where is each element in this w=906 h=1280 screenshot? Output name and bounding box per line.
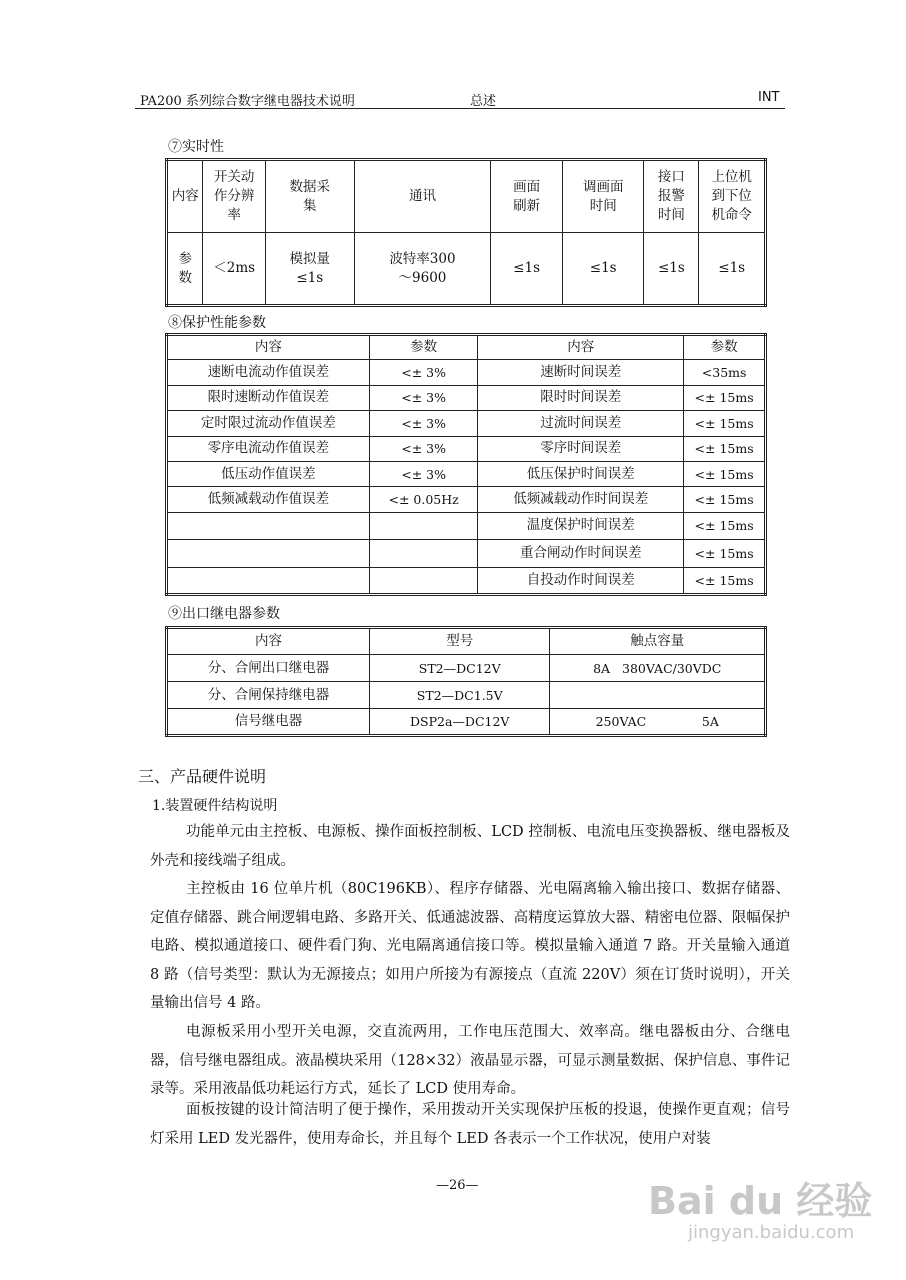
param-cell: <± 3%	[369, 411, 478, 436]
param-cell: <± 3%	[369, 436, 478, 461]
table-row	[167, 512, 766, 539]
content-cell: 低频减载动作时间误差	[478, 487, 684, 512]
realtime-title: ⑦实时性	[168, 139, 224, 155]
header-doc-title: PA200 系列综合数字继电器技术说明	[140, 94, 355, 109]
table-row	[167, 655, 766, 682]
content-cell: 低频减载动作值误差	[167, 487, 370, 512]
param-cell: <± 0.05Hz	[369, 487, 478, 512]
header-code: INT	[758, 90, 780, 105]
watermark-url: jingyan.baidu.com	[688, 1222, 855, 1243]
content-cell: 过流时间误差	[478, 411, 684, 436]
table-row	[167, 461, 766, 486]
table-row	[167, 540, 766, 567]
content-cell: 分、合闸出口继电器	[167, 655, 370, 682]
header-cell: 参数	[684, 335, 766, 360]
paragraph: 面板按键的设计简洁明了便于操作，采用拨动开关实现保护压板的投退，使操作更直观；信号灯采用 LED 发光器件，使用寿命长，并且每个 LED 各表示一个工作状况，使用户对装	[150, 1102, 790, 1147]
value-cell: ≤1s	[699, 233, 766, 306]
table-row	[167, 360, 766, 385]
value-cell: ＜2ms	[203, 233, 265, 306]
value-cell: 模拟量≤1s	[265, 233, 354, 306]
section-heading: 三、产品硬件说明	[138, 767, 267, 786]
param-cell: <± 15ms	[684, 540, 766, 567]
param-cell	[369, 540, 478, 567]
content-cell: 速断时间误差	[478, 360, 684, 385]
content-cell	[167, 540, 370, 567]
header-cell: 数据采集	[265, 160, 354, 233]
row-label: 内容	[167, 160, 203, 233]
value-cell: ≤1s	[562, 233, 644, 306]
paragraph: 主控板由 16 位单片机（80C196KB）、程序存储器、光电隔离输入输出接口、数据存储器、定值存储器、跳合闸逻辑电路、多路开关、低通滤波器、高精度运算放大器、精密电位器、限幅保护电路、模拟通道接口、硬件看门狗、光电隔离通信接口等。模拟量输入通道 7 路。开关量输入通道 8 路（信号类型：默认为无源接点；如用户所接为有源接点（直流 220V）须在订货时说明），开关量输出信号 4 路。	[150, 881, 790, 1012]
header-cell: 内容	[478, 335, 684, 360]
param-cell: <± 15ms	[684, 385, 766, 410]
header-section: 总述	[470, 94, 497, 109]
value-cell: ≤1s	[491, 233, 563, 306]
content-cell: 低压保护时间误差	[478, 461, 684, 486]
header-cell: 触点容量	[550, 628, 766, 655]
relay-table	[165, 626, 767, 737]
header-cell: 通讯	[354, 160, 491, 233]
content-cell: 限时速断动作值误差	[167, 385, 370, 410]
param-cell: <± 3%	[369, 461, 478, 486]
page-number: —26—	[436, 1178, 479, 1193]
header-rule	[135, 108, 785, 109]
param-cell	[369, 567, 478, 594]
baidu-logo-watermark: Bai du 经验	[648, 1179, 873, 1223]
protection-title: ⑧保护性能参数	[168, 315, 266, 331]
param-cell: <± 15ms	[684, 487, 766, 512]
table-row	[167, 436, 766, 461]
param-cell	[369, 512, 478, 539]
param-cell: <35ms	[684, 360, 766, 385]
header-cell: 内容	[167, 335, 370, 360]
header-cell: 上位机到下位机命令	[699, 160, 766, 233]
param-cell: <± 15ms	[684, 512, 766, 539]
content-cell: 重合闸动作时间误差	[478, 540, 684, 567]
model-cell: ST2—DC12V	[369, 655, 550, 682]
header-cell: 型号	[369, 628, 550, 655]
param-cell: <± 3%	[369, 360, 478, 385]
table-row	[167, 567, 766, 594]
table-row	[167, 682, 766, 709]
content-cell: 零序电流动作值误差	[167, 436, 370, 461]
content-cell: 信号继电器	[167, 709, 370, 736]
model-cell: DSP2a—DC12V	[369, 709, 550, 736]
table-row	[167, 487, 766, 512]
param-cell: <± 15ms	[684, 436, 766, 461]
table-row	[167, 411, 766, 436]
relays-title: ⑨出口继电器参数	[168, 606, 280, 622]
value-cell: ≤1s	[644, 233, 699, 306]
paragraph: 功能单元由主控板、电源板、操作面板控制板、LCD 控制板、电流电压变换器板、继电器板及外壳和接线端子组成。	[150, 824, 790, 869]
realtime-table	[165, 158, 767, 307]
param-cell: <± 3%	[369, 385, 478, 410]
header-cell: 调画面时间	[562, 160, 644, 233]
header-cell: 内容	[167, 628, 370, 655]
capacity-cell: 8A 380VAC/30VDC	[550, 655, 766, 682]
content-cell: 温度保护时间误差	[478, 512, 684, 539]
header-cell: 画面刷新	[491, 160, 563, 233]
content-cell: 自投动作时间误差	[478, 567, 684, 594]
header-cell: 接口报警时间	[644, 160, 699, 233]
header-cell: 开关动作分辨率	[203, 160, 265, 233]
capacity-cell: 250VAC 5A	[550, 709, 766, 736]
content-cell: 限时时间误差	[478, 385, 684, 410]
capacity-cell	[550, 682, 766, 709]
paragraph: 电源板采用小型开关电源，交直流两用，工作电压范围大、效率高。继电器板由分、合继电器，信号继电器组成。液晶模块采用（128×32）液晶显示器，可显示测量数据、保护信息、事件记录等。采用液晶低功耗运行方式，延长了 LCD 使用寿命。	[150, 1024, 790, 1098]
content-cell	[167, 512, 370, 539]
table-row	[167, 385, 766, 410]
param-cell: <± 15ms	[684, 567, 766, 594]
content-cell: 分、合闸保持继电器	[167, 682, 370, 709]
param-cell: <± 15ms	[684, 411, 766, 436]
content-cell: 零序时间误差	[478, 436, 684, 461]
content-cell	[167, 567, 370, 594]
subsection-heading: 1.装置硬件结构说明	[152, 798, 278, 814]
value-cell: 波特率300～9600	[354, 233, 491, 306]
table-row	[167, 709, 766, 736]
content-cell: 定时限过流动作值误差	[167, 411, 370, 436]
content-cell: 速断电流动作值误差	[167, 360, 370, 385]
param-cell: <± 15ms	[684, 461, 766, 486]
content-cell: 低压动作值误差	[167, 461, 370, 486]
model-cell: ST2—DC1.5V	[369, 682, 550, 709]
protection-table	[165, 333, 767, 596]
header-cell: 参数	[369, 335, 478, 360]
row-label: 参数	[167, 233, 203, 306]
